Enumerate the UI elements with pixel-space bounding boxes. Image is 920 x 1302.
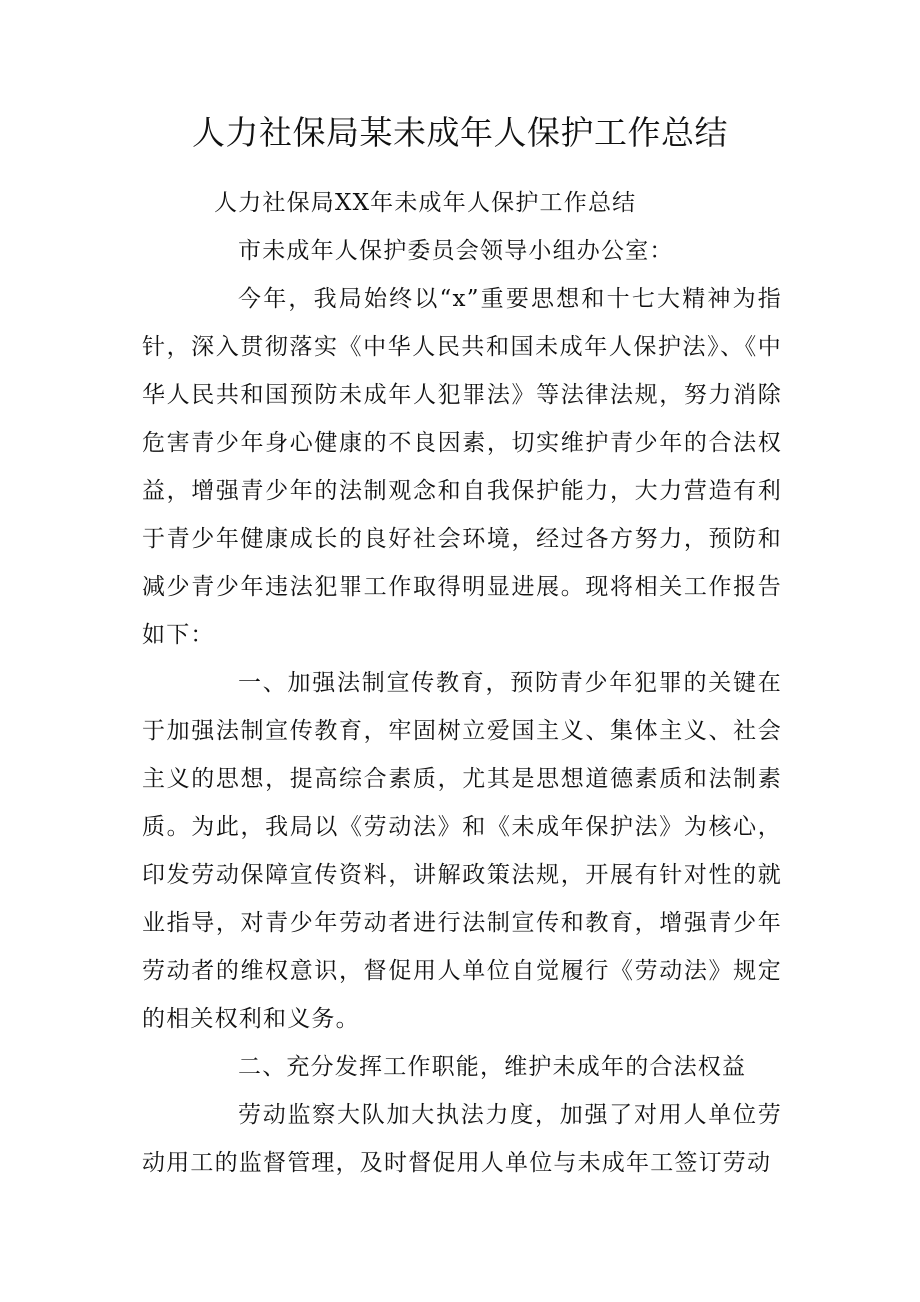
salutation: 市未成年人保护委员会领导小组办公室： <box>238 238 674 264</box>
paragraph-section-2: 劳动监察大队加大执法力度，加强了对用人单位劳动用工的监督管理，及时督促用人单位与未成年工签订劳动 <box>142 1102 782 1176</box>
section-2-heading: 二、充分发挥工作职能，维护未成年的合法权益 <box>238 1054 747 1080</box>
paragraph-section-1: 一、加强法制宣传教育，预防青少年犯罪的关键在于加强法制宣传教育，牢固树立爱国主义、集体主义、社会主义的思想，提高综合素质，尤其是思想道德素质和法制素质。为此，我局以《劳动法》和《未成年保护法》为核心，印发劳动保障宣传资料，讲解政策法规，开展有针对性的就业指导，对青少年劳动者进行法制宣传和教育，增强青少年劳动者的维权意识，督促用人单位自觉履行《劳动法》规定的相关权利和义务。 <box>142 670 782 1032</box>
document-subtitle: 人力社保局XX年未成年人保护工作总结 <box>214 190 637 216</box>
document-body <box>142 179 782 1187</box>
document-title: 人力社保局某未成年人保护工作总结 <box>192 113 728 152</box>
paragraph-intro: 今年，我局始终以“x”重要思想和十七大精神为指针，深入贯彻落实《中华人民共和国未成年人保护法》、《中华人民共和国预防未成年人犯罪法》等法律法规，努力消除危害青少年身心健康的不良因素，切实维护青少年的合法权益，增强青少年的法制观念和自我保护能力，大力营造有利于青少年健康成长的良好社会环境，经过各方努力，预防和减少青少年违法犯罪工作取得明显进展。现将相关工作报告如下： <box>142 286 782 648</box>
